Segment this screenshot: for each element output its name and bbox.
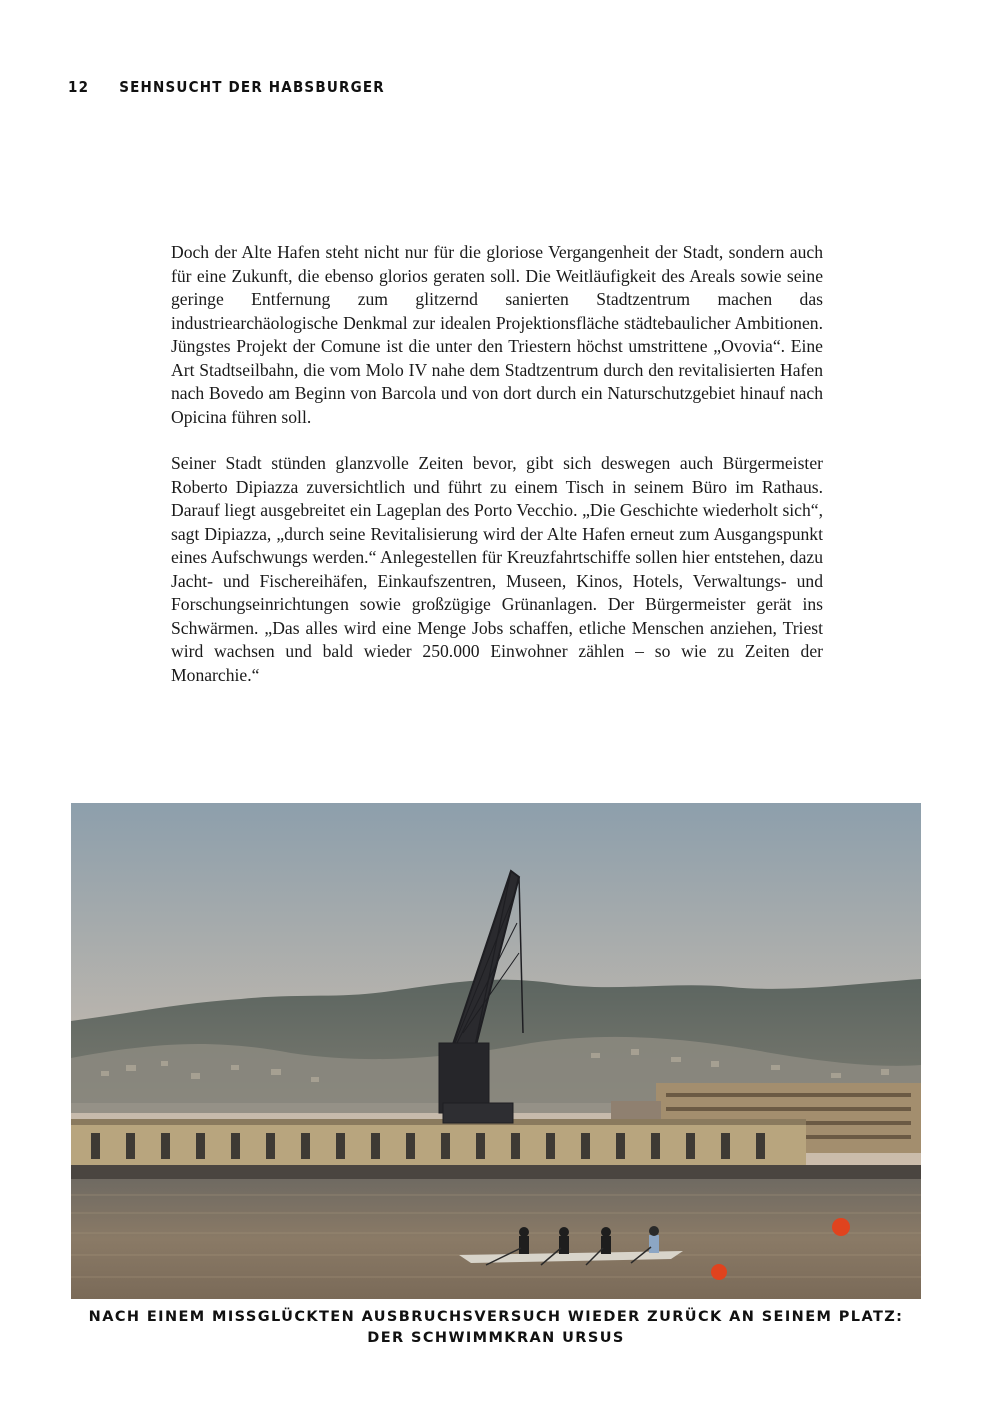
running-header <box>68 78 385 96</box>
warehouse <box>71 1121 806 1167</box>
buoy <box>711 1264 727 1280</box>
quay <box>71 1165 921 1179</box>
buoy <box>832 1218 850 1236</box>
caption-line: DER SCHWIMMKRAN URSUS <box>367 1330 625 1346</box>
caption-line: NACH EINEM MISSGLÜCKTEN AUSBRUCHSVERSUCH WIEDER ZURÜCK AN SEINEM PLATZ: <box>88 1309 904 1325</box>
water <box>71 1179 921 1299</box>
figure-caption <box>71 1307 921 1349</box>
running-title: SEHNSUCHT DER HABSBURGER <box>119 78 385 96</box>
paragraph: Doch der Alte Hafen steht nicht nur für die gloriose Vergangenheit der Stadt, sondern auch für eine Zukunft, die ebenso glorios geraten soll. Die Weitläufigkeit des Areals sowie seine geringe Entfernung zum glitzernd sanierten Stadtzentrum machen das industriearchäologische Denkmal zur idealen Projektionsfläche städtebaulicher Ambitionen. Jüngstes Projekt der Comune ist die unter den Triestern höchst umstrittene „Ovovia“. Eine Art Stadtseilbahn, die vom Molo IV nahe dem Stadtzentrum durch den revitalisierten Hafen nach Bovedo am Beginn von Barcola und von dort durch ein Naturschutzgebiet hinauf nach Opicina führen soll. <box>171 242 823 427</box>
page-number: 12 <box>68 78 90 96</box>
body-text <box>171 241 823 687</box>
paragraph: Seiner Stadt stünden glanzvolle Zeiten bevor, gibt sich deswegen auch Bürgermeister Roberto Dipiazza zuversichtlich und führt zu einem Tisch in seinem Büro im Rathaus. Darauf liegt ausgebreitet ein Lageplan des Porto Vecchio. „Die Geschichte wiederholt sich“, sagt Dipiazza, „durch seine Revitalisierung wird der Alte Hafen erneut zum Ausgangspunkt eines Aufschwungs werden.“ Anlegestellen für Kreuzfahrtschiffe sollen hier entstehen, dazu Jacht- und Fischereihäfen, Einkaufszentren, Museen, Kinos, Hotels, Verwaltungs- und Forschungseinrichtungen sowie großzügige Grünanlagen. Der Bürgermeister gerät ins Schwärmen. „Das alles wird eine Menge Jobs schaffen, etliche Menschen anziehen, Triest wird wachsen und bald wieder 250.000 Einwohner zählen – so wie zu Zeiten der Monarchie.“ <box>171 453 823 685</box>
harbor-crane-photo <box>71 803 921 1299</box>
